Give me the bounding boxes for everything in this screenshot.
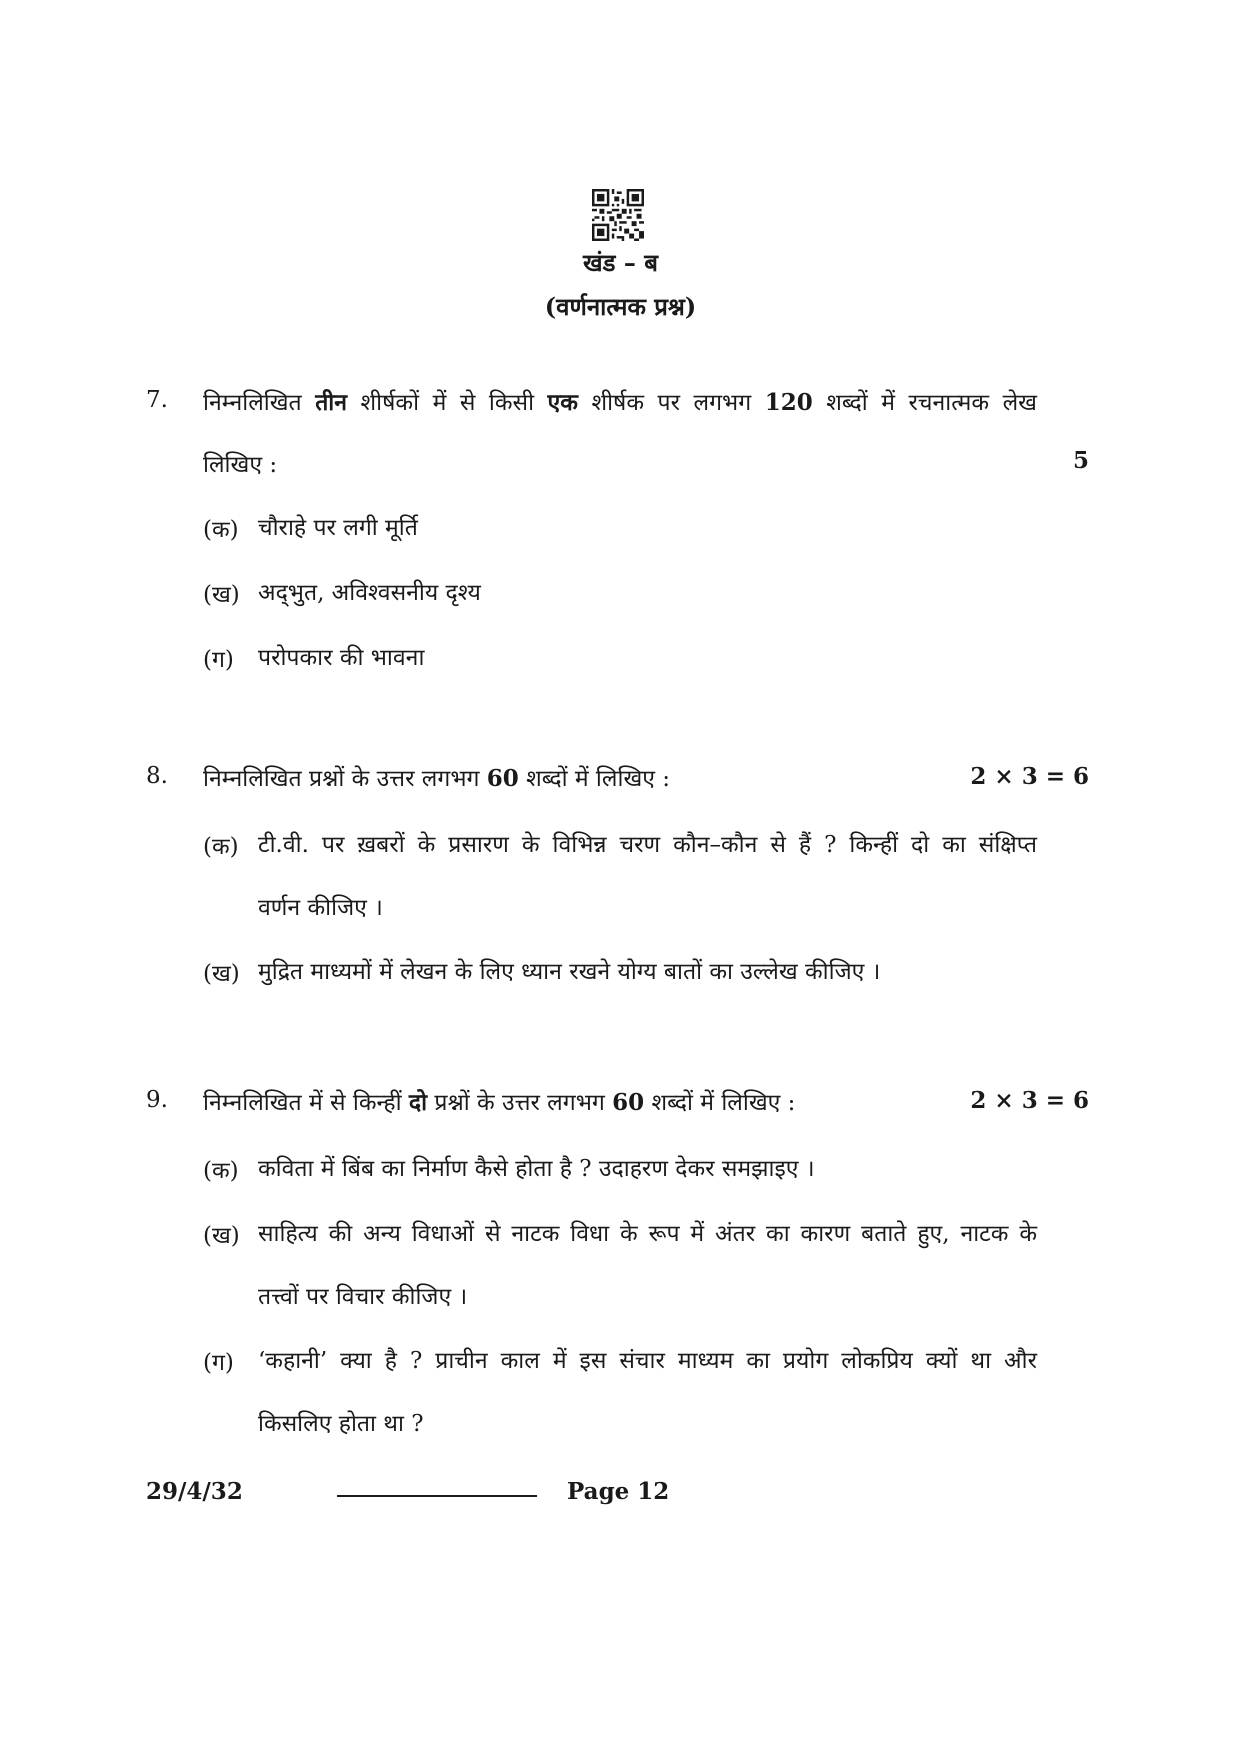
q8-part-text-line-1: टी.वी. पर ख़बरों के प्रसारण के विभिन्न चरण कौन–कौन से हैं ? किन्हीं दो का संक्षिप्त	[258, 832, 1037, 858]
question-9-number: 9.	[146, 1087, 168, 1113]
q7-option-text: परोपकार की भावना	[258, 645, 425, 671]
q9-part-text-line-2: तत्त्वों पर विचार कीजिए ।	[258, 1284, 468, 1310]
q8-part-text-line-2: वर्णन कीजिए ।	[258, 895, 383, 921]
q8-part-label: (क)	[203, 834, 239, 860]
page-number: Page 12	[567, 1478, 670, 1505]
footer-divider	[337, 1495, 537, 1497]
qr-code-icon	[592, 189, 644, 241]
section-title: खंड – ब	[583, 248, 658, 277]
section-subtitle: (वर्णनात्मक प्रश्न)	[544, 292, 697, 321]
paper-code: 29/4/32	[146, 1478, 243, 1505]
q7-option-label: (ख)	[203, 582, 240, 608]
q9-part-text-line-2: किसलिए होता था ?	[258, 1411, 424, 1437]
q9-part-text-line-1: साहित्य की अन्य विधाओं से नाटक विधा के रूप में अंतर का कारण बताते हुए, नाटक के	[258, 1221, 1037, 1247]
q9-part-label: (क)	[203, 1158, 239, 1184]
question-8-number: 8.	[146, 763, 168, 789]
question-9-stem: निम्नलिखित में से किन्हीं दो प्रश्नों के उत्तर लगभग 60 शब्दों में लिखिए :	[203, 1089, 796, 1116]
q7-option-text: चौराहे पर लगी मूर्ति	[258, 515, 418, 541]
question-9-marks: 2 × 3 = 6	[970, 1087, 1089, 1114]
q7-option-text: अद्‌भुत, अविश्वसनीय दृश्य	[258, 580, 481, 606]
question-7-stem-line-1: निम्नलिखित तीन शीर्षकों में से किसी एक शीर्षक पर लगभग 120 शब्दों में रचनात्मक लेख	[203, 389, 1038, 416]
question-8-stem: निम्नलिखित प्रश्नों के उत्तर लगभग 60 शब्दों में लिखिए :	[203, 765, 671, 792]
q9-part-text-line-1: ‘कहानी’ क्या है ? प्राचीन काल में इस संचार माध्यम का प्रयोग लोकप्रिय क्यों था और	[258, 1348, 1037, 1374]
question-8-marks: 2 × 3 = 6	[970, 763, 1089, 790]
q9-part-label: (ग)	[203, 1350, 234, 1376]
q8-part-label: (ख)	[203, 961, 240, 987]
q7-option-label: (क)	[203, 517, 239, 543]
q9-part-label: (ख)	[203, 1223, 240, 1249]
question-7-marks: 5	[1072, 447, 1089, 474]
question-7-stem-line-2: लिखिए :	[203, 452, 278, 478]
q8-part-text-line-1: मुद्रित माध्यमों में लेखन के लिए ध्यान रखने योग्य बातों का उल्लेख कीजिए ।	[258, 959, 881, 985]
question-7-number: 7.	[146, 387, 168, 413]
q9-part-text-line-1: कविता में बिंब का निर्माण कैसे होता है ? उदाहरण देकर समझाइए ।	[258, 1156, 815, 1182]
q7-option-label: (ग)	[203, 647, 234, 673]
